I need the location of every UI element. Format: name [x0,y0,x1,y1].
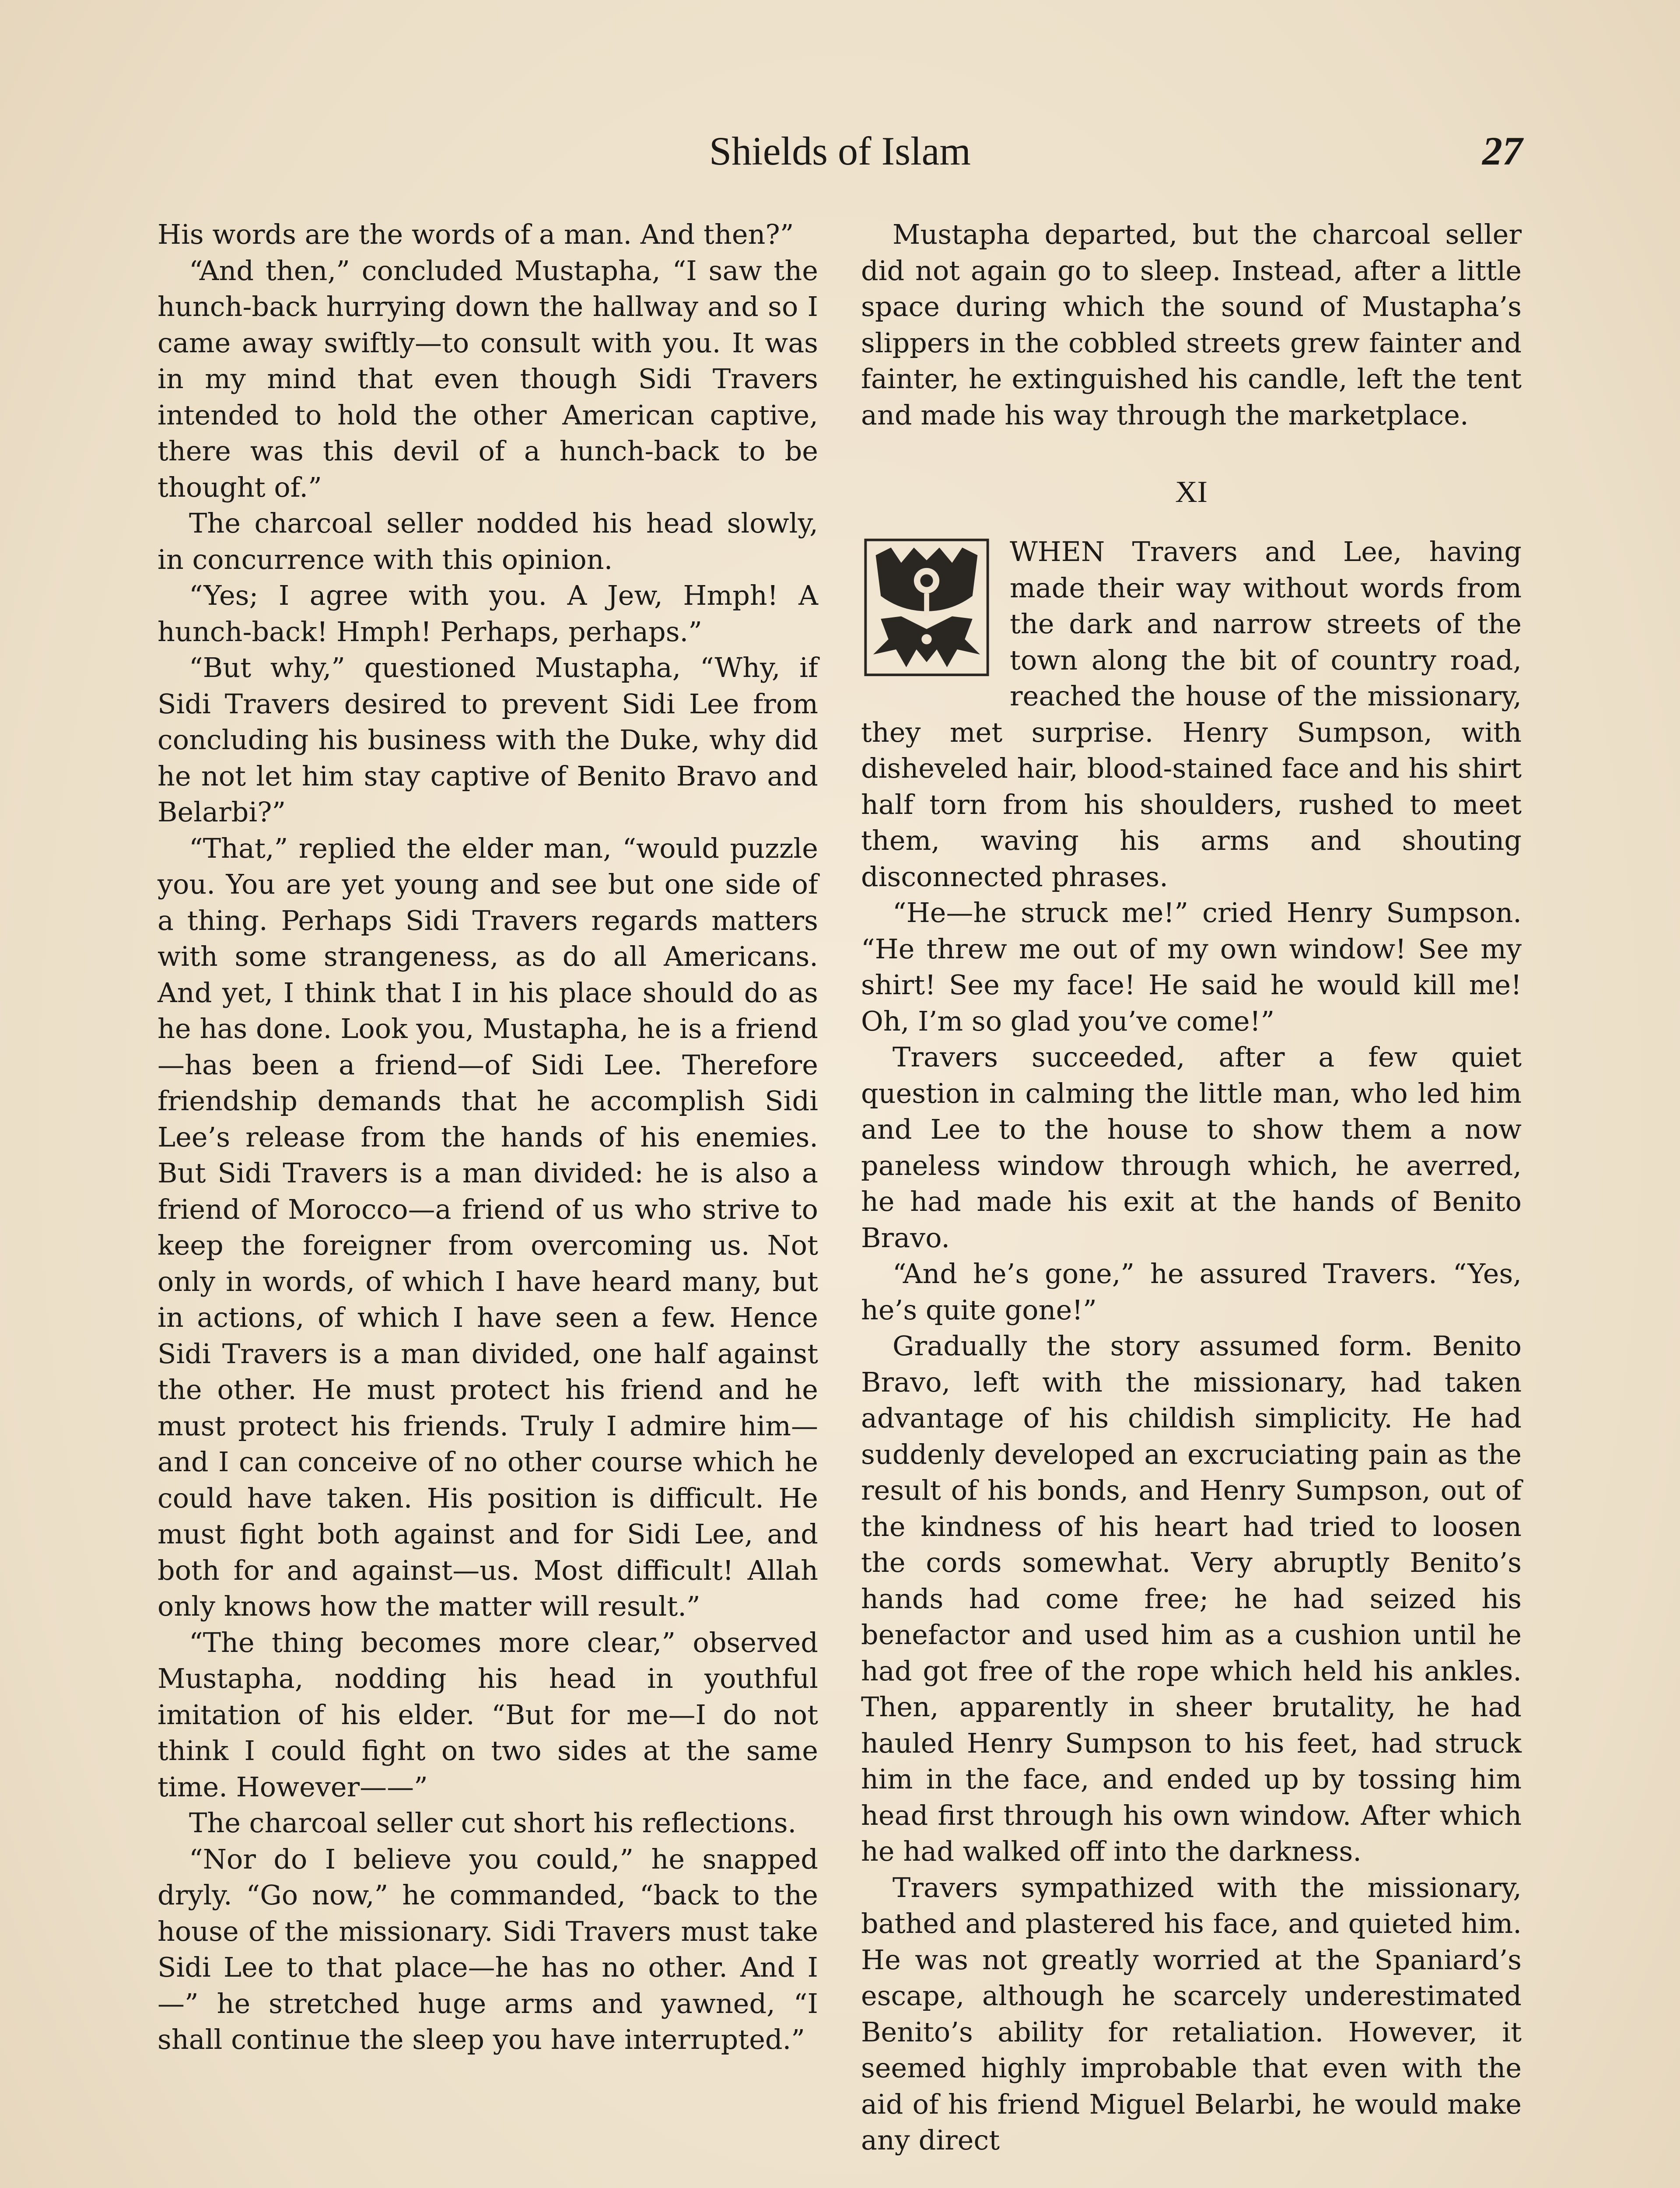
right-column [861,217,1522,2159]
paragraph: The charcoal seller nodded his head slowly, in concurrence with this opinion. [158,507,818,575]
chapter-opening [861,534,1522,895]
left-column [158,217,818,2058]
paragraph: “But why,” questioned Mustapha, “Why, if Sidi Travers desired to prevent Sidi Lee from concluding his business with the Duke, why did he not let him stay captive of Benito Bravo and Belarbi?” [158,652,818,828]
paragraph: The charcoal seller cut short his reflections. [189,1807,797,1839]
paragraph: “Yes; I agree with you. A Jew, Hmph! A hunch-back! Hmph! Perhaps, perhaps.” [158,579,818,648]
running-title: Shields of Islam [709,129,971,173]
paragraph: “And then,” concluded Mustapha, “I saw the hunch-back hurrying down the hallway and so I came away swiftly—to consult with you. It was in my mind that even though Sidi Travers intended to hold the other American captive, there was this devil of a hunch-back to be thought of.” [158,254,818,503]
paragraph: “And he’s gone,” he assured Travers. “Yes, he’s quite gone!” [861,1258,1522,1326]
page-header [158,125,1522,182]
chapter-opening-paragraph: WHEN Travers and Lee, having made their way without words from the dark and narrow streets of the town along the bit of country road, reached the house of the missionary, they met surprise. Henry Sumpson, with disheveled hair, blood-stained face and his shirt half torn from his shoulders, rushed to meet them, waving his arms and shouting disconnected phrases. [861,536,1522,893]
chapter-heading: XI [1175,475,1208,509]
paragraph: “He—he struck me!” cried Henry Sumpson. “He threw me out of my own window! See my shirt! See my face! He said he would kill me! Oh, I’m so glad you’ve come!” [861,897,1522,1037]
paragraph: “That,” replied the elder man, “would puzzle you. You are yet young and see but one side of a thing. Perhaps Sidi Travers regards matters with some strangeness, as do all Americans. And yet, I think that I in his place should do as he has done. Look you, Mustapha, he is a friend—has been a friend—of Sidi Lee. Therefore friendship demands that he accomplish Sidi Lee’s release from the hands of his enemies. But Sidi Travers is a man divided: he is also a friend of Morocco—a friend of us who strive to keep the foreigner from overcoming us. Not only in words, of which I have heard many, but in actions, of which I have seen a few. Hence Sidi Travers is a man divided, one half against the other. He must protect his friend and he must protect his friends. Truly I admire him—and I can conceive of no other course which he could have taken. His position is difficult. He must fight both against and for Sidi Lee, and both for and against—us. Most difficult! Allah only knows how the matter will result.” [158,832,818,1622]
page-number: 27 [1482,129,1522,173]
paragraph: “Nor do I believe you could,” he snapped dryly. “Go now,” he commanded, “back to the house of the missionary. Sidi Travers must take Sidi Lee to that place—he has no other. And I—” he stretched huge arms and yawned, “I shall continue the sleep you have interrupted.” [158,1843,818,2055]
paragraph: Gradually the story assumed form. Benito Bravo, left with the missionary, had taken advantage of his childish simplicity. He had suddenly developed an excruciating pain as the result of his bonds, and Henry Sumpson, out of the kindness of his heart had tried to loosen the cords somewhat. Very abruptly Benito’s hands had come free; he had seized his benefactor and used him as a cushion until he had got free of the rope which held his ankles. Then, apparently in sheer brutality, he had hauled Henry Sumpson to his feet, had struck him in the face, and ended up by tossing him head first through his own window. After which he had walked off into the darkness. [861,1330,1522,1867]
paragraph: “The thing becomes more clear,” observed Mustapha, nodding his head in youthful imitation of his elder. “But for me—I do not think I could fight on two sides at the same time. However——” [158,1626,818,1803]
paragraph: Mustapha departed, but the charcoal seller did not again go to sleep. Instead, after a little space during which the sound of Mustapha’s slippers in the cobbled streets grew fainter and fainter, he extinguished his candle, left the tent and made his way through the marketplace. [861,218,1522,431]
paragraph: Travers sympathized with the missionary, bathed and plastered his face, and quieted him. He was not greatly worried at the Spaniard’s escape, although he scarcely underestimated Benito’s ability for retaliation. However, it seemed highly improbable that even with the aid of his friend Miguel Belarbi, he would make any direct [861,1871,1522,2156]
paragraph: His words are the words of a man. And then?” [158,218,794,250]
decorative-ornament-icon [861,537,992,677]
paragraph: Travers succeeded, after a few quiet question in calming the little man, who led him and Lee to the house to show them a now paneless window through which, he averred, he had made his exit at the hands of Benito Bravo. [861,1041,1522,1254]
